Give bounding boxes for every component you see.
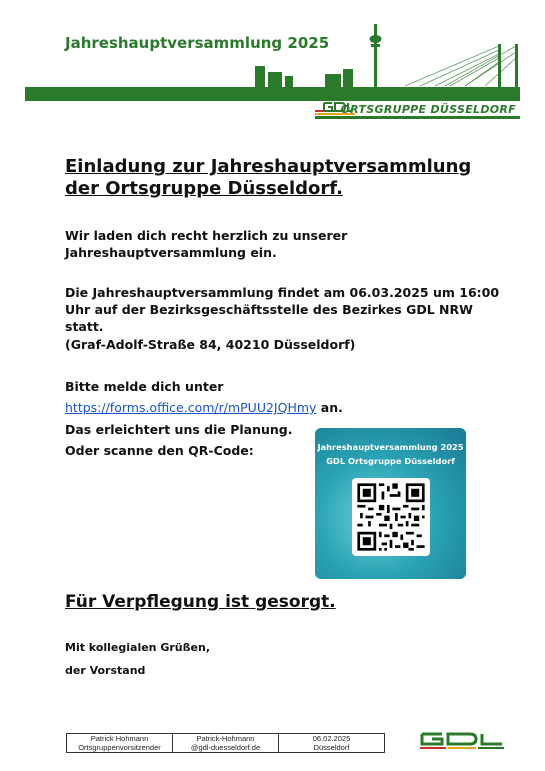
footer-row <box>67 734 385 753</box>
footer-email-domain[interactable]: @gdl-duesseldorf.de <box>190 743 261 752</box>
footer-date: 06.02.2025 <box>312 734 351 743</box>
qr-card <box>315 428 466 579</box>
footer-email-user[interactable]: Patrick-Hohmann <box>196 734 255 743</box>
footer-cell-name <box>67 734 173 753</box>
banner-title: Jahreshauptversammlung 2025 <box>65 34 330 52</box>
title-line-1: Einladung zur Jahreshauptversammlung <box>65 156 472 177</box>
gdl-footer-logo <box>418 731 504 756</box>
footer-cell-date <box>279 734 385 753</box>
planning-text: Das erleichtert uns die Planung. <box>65 422 293 437</box>
qr-title-1: Jahreshauptversammlung 2025 <box>317 442 464 452</box>
intro-line-2: Jahreshauptversammlung ein. <box>65 245 277 260</box>
details-line-2: Uhr auf der Bezirksgeschäftsstelle des Bezirkes GDL NRW <box>65 302 473 317</box>
registration-link[interactable]: https://forms.office.com/r/mPUU2JQHmy <box>65 400 317 415</box>
register-link-line <box>65 399 505 416</box>
org-label: ORTSGRUPPE DÜSSELDORF <box>340 103 516 116</box>
footer-cell-email <box>173 734 279 753</box>
title-line-2: der Ortsgruppe Düsseldorf. <box>65 178 343 199</box>
qr-code[interactable] <box>352 478 430 556</box>
link-suffix: an. <box>316 400 343 415</box>
register-intro: Bitte melde dich unter <box>65 379 224 394</box>
details-line-3: statt. <box>65 319 104 334</box>
closing-signature: der Vorstand <box>65 664 146 677</box>
qr-instruction: Oder scanne den QR-Code: <box>65 443 254 458</box>
footer-role: Ortsgruppenvorsitzender <box>78 743 161 752</box>
details-line-1: Die Jahreshauptversammlung findet am 06.03.2025 um 16:00 <box>65 285 500 300</box>
qr-title-2: GDL Ortsgruppe Düsseldorf <box>326 456 455 466</box>
intro-paragraph <box>65 227 505 261</box>
catering-notice: Für Verpflegung ist gesorgt. <box>65 592 336 612</box>
intro-line-1: Wir laden dich recht herzlich zu unserer <box>65 228 348 243</box>
page-title <box>65 156 505 200</box>
address-text: (Graf-Adolf-Straße 84, 40210 Düsseldorf) <box>65 337 356 352</box>
header-banner <box>25 14 520 121</box>
footer-table <box>66 733 385 753</box>
footer-place: Düsseldorf <box>313 743 350 752</box>
details-paragraph <box>65 284 505 335</box>
closing-greeting: Mit kollegialen Grüßen, <box>65 641 211 654</box>
footer-name: Patrick Hohmann <box>90 734 149 743</box>
